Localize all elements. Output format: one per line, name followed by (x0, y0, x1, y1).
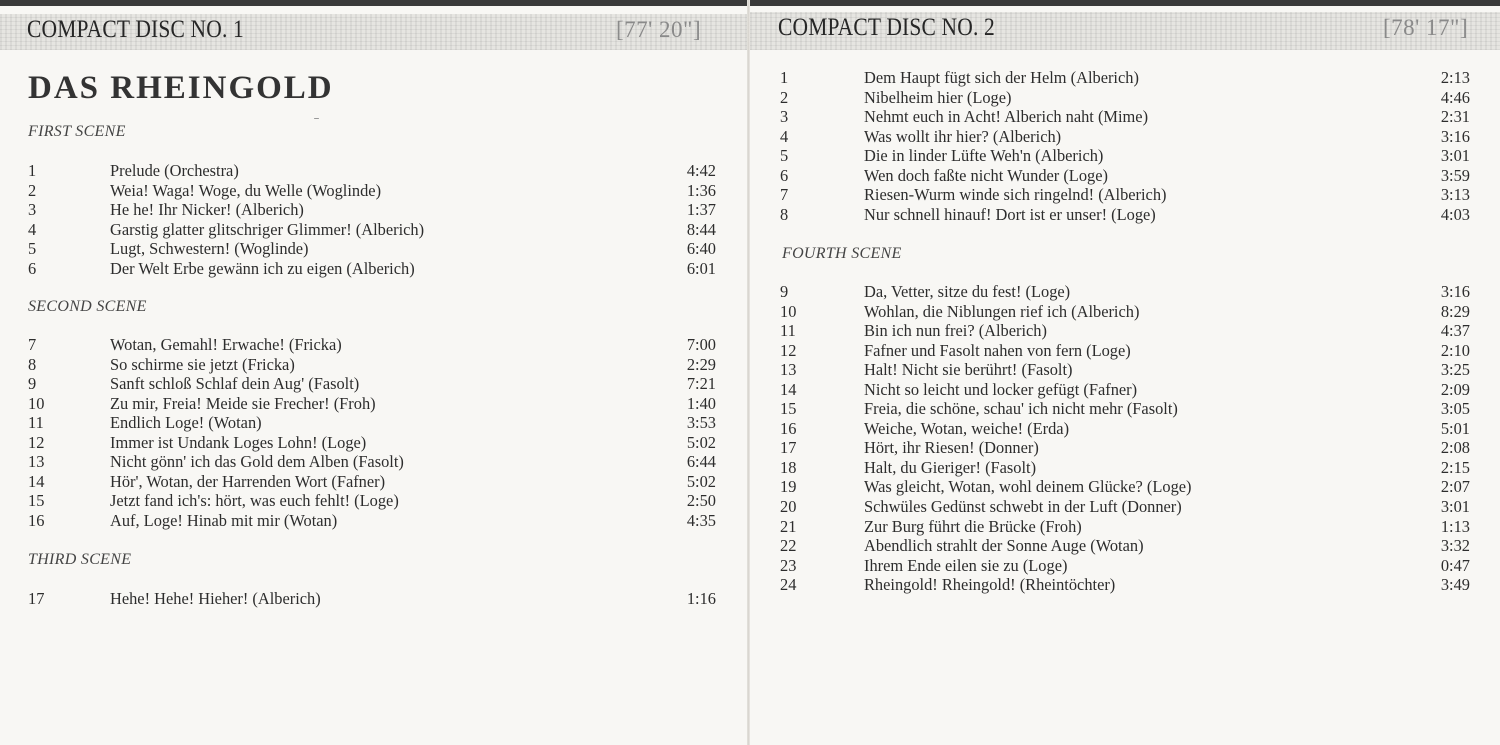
track-title: Hehe! Hehe! Hieher! (Alberich) (110, 589, 321, 608)
track-row (28, 259, 716, 279)
track-title: Nibelheim hier (Loge) (864, 87, 1012, 107)
track-row (780, 166, 1470, 186)
track-row (28, 413, 716, 433)
track-title: Zu mir, Freia! Meide sie Frecher! (Froh) (110, 393, 376, 413)
track-row (780, 497, 1470, 517)
scene-heading-first: FIRST SCENE (28, 123, 126, 140)
track-title: Ihrem Ende eilen sie zu (Loge) (864, 555, 1068, 575)
disc-1-header-band (0, 14, 748, 50)
track-title: Wohlan, die Niblungen rief ich (Alberich) (864, 301, 1140, 321)
track-title: Nur schnell hinauf! Dort ist er unser! (Loge) (864, 204, 1156, 224)
track-row (780, 517, 1470, 537)
track-row (28, 472, 716, 492)
track-title: Der Welt Erbe gewänn ich zu eigen (Alberich) (110, 258, 415, 278)
track-row (780, 438, 1470, 458)
top-rule (750, 0, 1500, 6)
track-row (780, 127, 1470, 147)
track-row (780, 302, 1470, 322)
track-number: 13 (28, 452, 45, 472)
track-row (780, 360, 1470, 380)
track-title: Wen doch faßte nicht Wunder (Loge) (864, 165, 1108, 185)
track-number: 2 (28, 180, 37, 200)
track-duration: 2:10 (1440, 340, 1470, 360)
track-duration: 6:44 (686, 452, 716, 472)
track-duration: 6:01 (686, 258, 716, 278)
track-title: Freia, die schöne, schau' ich nicht mehr (Fasolt) (864, 399, 1178, 419)
disc-2-scene-4-tracks (780, 282, 1470, 595)
track-duration: 3:25 (1440, 360, 1470, 380)
track-number: 20 (780, 497, 797, 517)
track-row (780, 282, 1470, 302)
track-number: 3 (780, 107, 789, 127)
track-duration: 5:02 (686, 471, 716, 491)
track-row (28, 491, 716, 511)
track-number: 19 (780, 477, 797, 497)
track-number: 24 (780, 575, 797, 595)
disc-1-page (0, 0, 748, 745)
track-duration: 3:05 (1440, 399, 1470, 419)
track-number: 12 (780, 340, 797, 360)
track-number: 14 (780, 379, 797, 399)
track-title: Endlich Loge! (Wotan) (110, 413, 262, 433)
track-duration: 3:49 (1440, 575, 1470, 595)
track-number: 5 (780, 146, 789, 166)
track-title: Nicht gönn' ich das Gold dem Alben (Fasolt) (110, 452, 404, 472)
track-number: 4 (780, 126, 789, 146)
track-number: 7 (28, 335, 37, 354)
disc-1-scene-2-tracks (28, 335, 716, 530)
track-duration: 4:42 (686, 161, 716, 180)
track-number: 14 (28, 471, 45, 491)
track-number: 11 (28, 413, 44, 433)
track-title: Halt, du Gieriger! (Fasolt) (864, 457, 1037, 477)
track-duration: 2:29 (686, 354, 716, 374)
track-number: 6 (28, 258, 37, 278)
track-duration: 2:31 (1440, 107, 1470, 127)
track-title: Da, Vetter, sitze du fest! (Loge) (864, 282, 1071, 301)
track-row (780, 68, 1470, 88)
track-row (780, 458, 1470, 478)
track-title: Auf, Loge! Hinab mit mir (Wotan) (110, 510, 338, 530)
track-duration: 1:37 (686, 200, 716, 220)
track-number: 17 (780, 438, 797, 458)
top-rule (0, 0, 748, 6)
track-title: Halt! Nicht sie berührt! (Fasolt) (864, 360, 1073, 380)
track-number: 6 (780, 165, 789, 185)
track-row (780, 341, 1470, 361)
track-number: 17 (28, 589, 45, 608)
track-row (28, 589, 716, 609)
track-row (28, 239, 716, 259)
track-duration: 2:07 (1440, 477, 1470, 497)
track-row (28, 200, 716, 220)
track-title: Nicht so leicht und locker gefügt (Fafner) (864, 379, 1138, 399)
track-number: 5 (28, 239, 37, 259)
scene-heading-third: THIRD SCENE (28, 551, 132, 568)
track-duration: 5:01 (1440, 418, 1470, 438)
track-title: Hört, ihr Riesen! (Donner) (864, 438, 1039, 458)
track-title: So schirme sie jetzt (Fricka) (110, 354, 295, 374)
track-number: 15 (28, 491, 45, 511)
disc-2-header-band (750, 12, 1500, 50)
track-row (28, 511, 716, 531)
track-title: Jetzt fand ich's: hört, was euch fehlt! (Loge) (110, 491, 399, 511)
track-duration: 1:16 (686, 589, 716, 608)
track-row (28, 355, 716, 375)
track-duration: 1:36 (686, 180, 716, 200)
track-row (28, 181, 716, 201)
track-number: 8 (28, 354, 37, 374)
disc-1-title: COMPACT DISC NO. 1 (27, 16, 244, 43)
track-row (780, 556, 1470, 576)
track-row (780, 88, 1470, 108)
track-title: Was gleicht, Wotan, wohl deinem Glücke? (Loge) (864, 477, 1192, 497)
track-row (780, 536, 1470, 556)
track-row (28, 335, 716, 355)
track-number: 10 (28, 393, 45, 413)
track-number: 1 (28, 161, 37, 180)
track-row (28, 394, 716, 414)
track-duration: 3:01 (1440, 146, 1470, 166)
disc-2-duration: [78' 17"] (1383, 15, 1469, 40)
track-row (28, 161, 716, 181)
track-duration: 3:16 (1440, 282, 1470, 301)
track-title: He he! Ihr Nicker! (Alberich) (110, 200, 304, 220)
track-row (780, 399, 1470, 419)
track-duration: 8:44 (686, 219, 716, 239)
track-row (28, 220, 716, 240)
track-duration: 5:02 (686, 432, 716, 452)
track-number: 16 (28, 510, 45, 530)
track-duration: 3:32 (1440, 536, 1470, 556)
track-title: Die in linder Lüfte Weh'n (Alberich) (864, 146, 1104, 166)
disc-2-scene-3-tracks (780, 68, 1470, 224)
track-duration: 3:13 (1440, 185, 1470, 205)
track-number: 18 (780, 457, 797, 477)
track-title: Immer ist Undank Loges Lohn! (Loge) (110, 432, 367, 452)
track-duration: 3:16 (1440, 126, 1470, 146)
track-title: Riesen-Wurm winde sich ringelnd! (Alberich) (864, 185, 1167, 205)
track-number: 16 (780, 418, 797, 438)
track-title: Bin ich nun frei? (Alberich) (864, 321, 1047, 341)
print-speck (314, 118, 319, 119)
track-duration: 2:13 (1440, 68, 1470, 87)
disc-2-page (750, 0, 1500, 745)
track-number: 21 (780, 516, 797, 536)
track-duration: 3:59 (1440, 165, 1470, 185)
track-title: Wotan, Gemahl! Erwache! (Fricka) (110, 335, 342, 354)
track-duration: 0:47 (1440, 555, 1470, 575)
track-title: Zur Burg führt die Brücke (Froh) (864, 516, 1082, 536)
disc-1-scene-3-tracks (28, 589, 716, 609)
track-number: 2 (780, 87, 789, 107)
disc-1-duration: [77' 20"] (616, 17, 702, 42)
track-title: Rheingold! Rheingold! (Rheintöchter) (864, 575, 1116, 595)
track-title: Fafner und Fasolt nahen von fern (Loge) (864, 340, 1131, 360)
track-title: Weiche, Wotan, weiche! (Erda) (864, 418, 1070, 438)
disc-2-title: COMPACT DISC NO. 2 (778, 14, 995, 41)
track-duration: 1:13 (1440, 516, 1470, 536)
track-number: 8 (780, 204, 789, 224)
track-number: 23 (780, 555, 797, 575)
track-row (780, 146, 1470, 166)
track-number: 9 (28, 374, 37, 394)
track-number: 4 (28, 219, 37, 239)
track-number: 1 (780, 68, 789, 87)
track-title: Nehmt euch in Acht! Alberich naht (Mime) (864, 107, 1149, 127)
track-row (780, 380, 1470, 400)
track-row (780, 477, 1470, 497)
track-duration: 2:50 (686, 491, 716, 511)
track-title: Dem Haupt fügt sich der Helm (Alberich) (864, 68, 1139, 87)
track-title: Lugt, Schwestern! (Woglinde) (110, 239, 309, 259)
track-row (28, 452, 716, 472)
track-title: Garstig glatter glitschriger Glimmer! (Alberich) (110, 219, 425, 239)
track-title: Weia! Waga! Woge, du Welle (Woglinde) (110, 180, 382, 200)
track-number: 10 (780, 301, 797, 321)
track-row (28, 433, 716, 453)
scene-heading-second: SECOND SCENE (28, 298, 147, 315)
track-duration: 4:03 (1440, 204, 1470, 224)
track-number: 22 (780, 536, 797, 556)
track-duration: 7:21 (686, 374, 716, 394)
track-number: 11 (780, 321, 796, 341)
track-duration: 6:40 (686, 239, 716, 259)
track-number: 15 (780, 399, 797, 419)
track-duration: 3:01 (1440, 497, 1470, 517)
track-duration: 4:37 (1440, 321, 1470, 341)
track-duration: 4:46 (1440, 87, 1470, 107)
track-duration: 3:53 (686, 413, 716, 433)
track-row (780, 205, 1470, 225)
track-title: Was wollt ihr hier? (Alberich) (864, 126, 1062, 146)
track-duration: 1:40 (686, 393, 716, 413)
opera-title: DAS RHEINGOLD (28, 70, 334, 106)
track-duration: 2:15 (1440, 457, 1470, 477)
track-title: Schwüles Gedünst schwebt in der Luft (Donner) (864, 497, 1182, 517)
track-row (780, 107, 1470, 127)
track-title: Sanft schloß Schlaf dein Aug' (Fasolt) (110, 374, 360, 394)
track-duration: 7:00 (686, 335, 716, 354)
track-number: 12 (28, 432, 45, 452)
track-number: 9 (780, 282, 789, 301)
track-row (780, 419, 1470, 439)
track-title: Hör', Wotan, der Harrenden Wort (Fafner) (110, 471, 386, 491)
track-row (780, 185, 1470, 205)
track-number: 7 (780, 185, 789, 205)
track-duration: 4:35 (686, 510, 716, 530)
track-row (780, 575, 1470, 595)
track-title: Abendlich strahlt der Sonne Auge (Wotan) (864, 536, 1144, 556)
disc-1-scene-1-tracks (28, 161, 716, 278)
track-title: Prelude (Orchestra) (110, 161, 239, 180)
track-row (28, 374, 716, 394)
track-duration: 2:09 (1440, 379, 1470, 399)
track-row (780, 321, 1470, 341)
track-number: 3 (28, 200, 37, 220)
track-duration: 8:29 (1440, 301, 1470, 321)
track-duration: 2:08 (1440, 438, 1470, 458)
track-number: 13 (780, 360, 797, 380)
scene-heading-fourth: FOURTH SCENE (782, 245, 902, 262)
